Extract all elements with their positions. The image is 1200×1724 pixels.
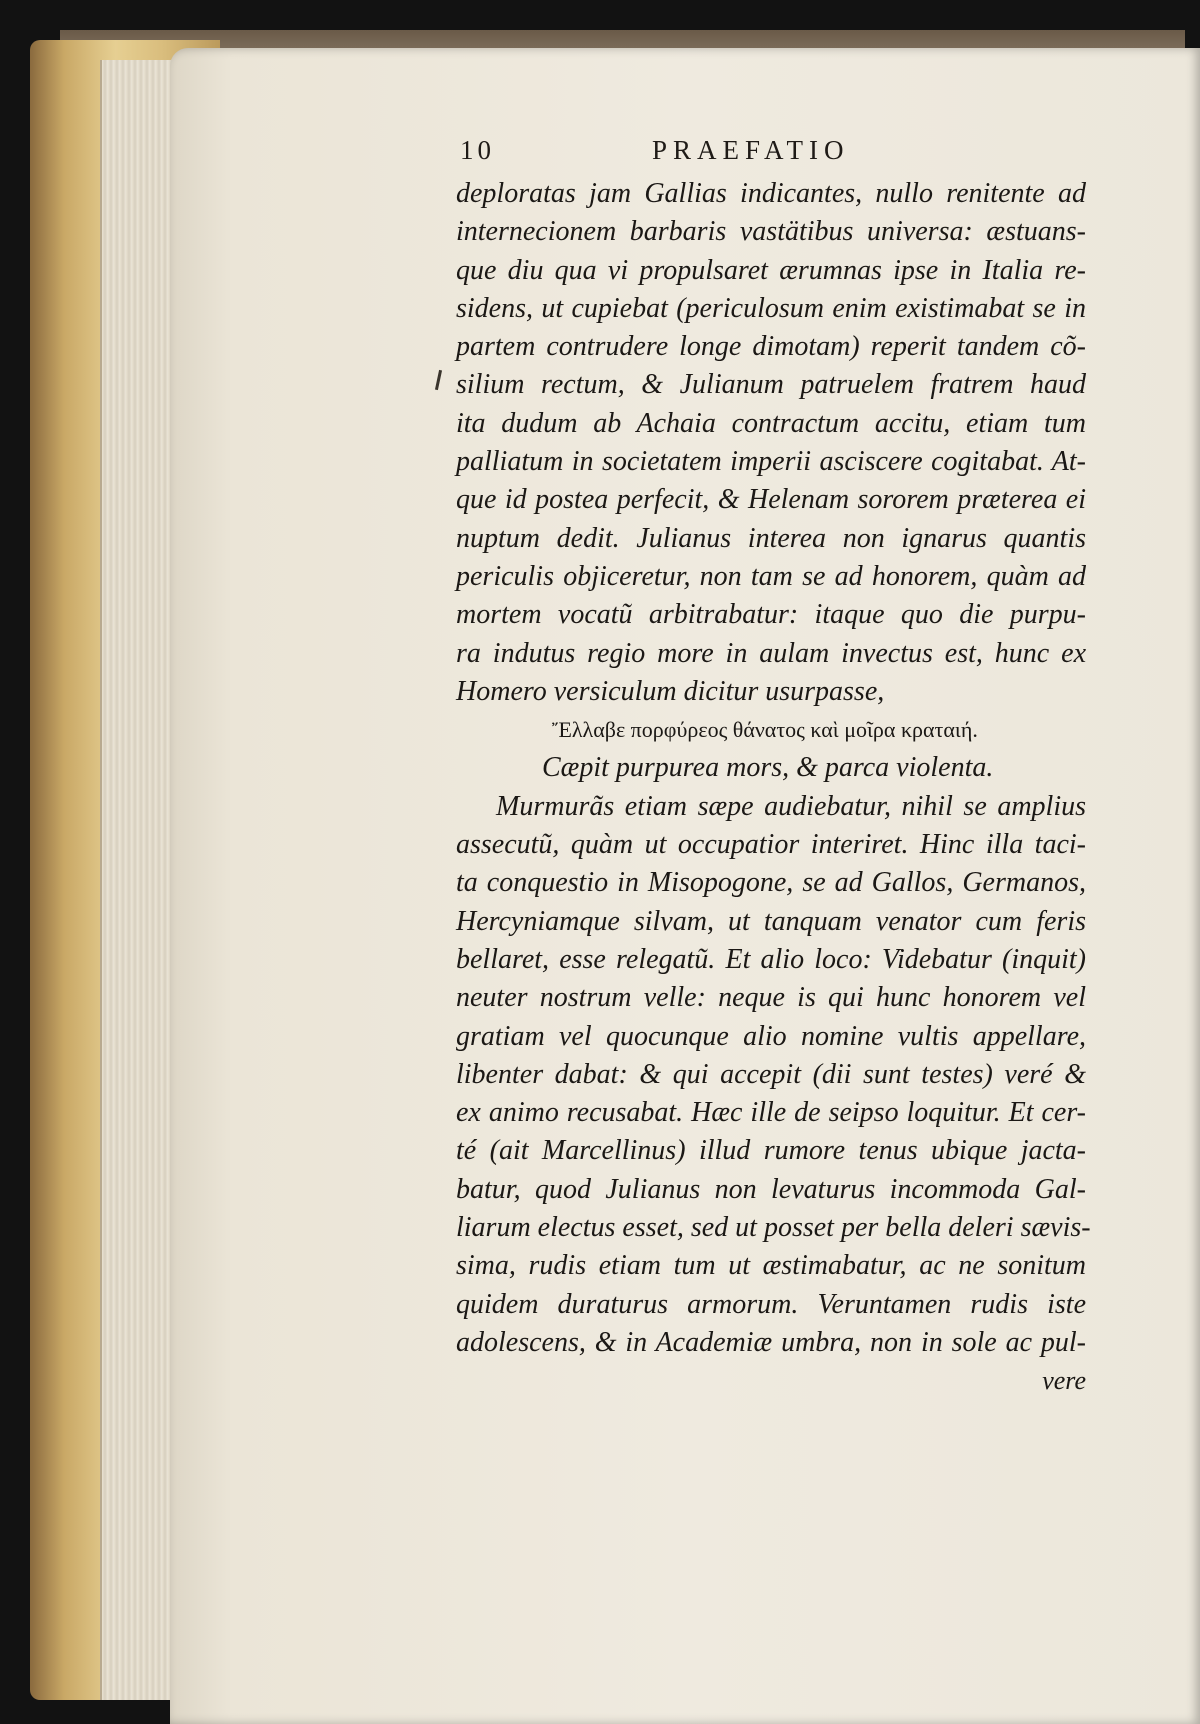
- text-line: Murmurãs etiam sæpe audiebatur, nihil se amplius: [496, 790, 1086, 822]
- text-line: libenter dabat: & qui accepit (dii sunt testes) veré &: [456, 1058, 1086, 1090]
- text-line: batur, quod Julianus non levaturus incommoda Gal-: [456, 1173, 1086, 1205]
- catchword: vere: [1042, 1366, 1086, 1396]
- text-block: [456, 135, 1091, 1401]
- text-line: silium rectum, & Julianum patruelem fratrem haud: [456, 369, 1086, 401]
- text-line: ex animo recusabat. Hæc ille de seipso loquitur. Et cer-: [456, 1097, 1086, 1129]
- text-line: adolescens, & in Academiæ umbra, non in sole ac pul-: [456, 1326, 1086, 1358]
- text-line: bellaret, esse relegatũ. Et alio loco: Videbatur (inquit): [456, 943, 1086, 975]
- text-line: gratiam vel quocunque alio nomine vultis appellare,: [456, 1020, 1086, 1052]
- text-line: palliatum in societatem imperii asciscere cogitabat. At-: [456, 446, 1086, 478]
- text-line: partem contrudere longe dimotam) reperit tandem cõ-: [456, 331, 1086, 363]
- text-line: quidem duraturus armorum. Veruntamen rudis iste: [456, 1288, 1086, 1320]
- text-line: liarum electus esset, sed ut posset per bella deleri sævis-: [456, 1212, 1091, 1244]
- page-number: 10: [460, 135, 495, 165]
- text-line: internecionem barbaris vastätibus universa: æstuans-: [456, 216, 1086, 248]
- text-line: mortem vocatũ arbitrabatur: itaque quo die purpu-: [456, 599, 1086, 631]
- greek-verse: Ἔλλαβε πορφύρεος θάνατος καὶ μοῖρα κραταιή.: [552, 717, 978, 743]
- text-line: que diu qua vi propulsaret ærumnas ipse in Italia re-: [456, 254, 1086, 286]
- text-line: ra indutus regio more in aulam invectus est, hunc ex: [456, 637, 1086, 669]
- text-line: té (ait Marcellinus) illud rumore tenus ubique jacta-: [456, 1135, 1086, 1167]
- text-line: periculis objiceretur, non tam se ad honorem, quàm ad: [456, 560, 1086, 592]
- running-head: PRAEFATIO: [652, 135, 850, 165]
- text-line: sidens, ut cupiebat (periculosum enim existimabat se in: [456, 292, 1086, 324]
- text-line: Homero versiculum dicitur usurpasse,: [456, 675, 885, 707]
- text-line: deploratas jam Gallias indicantes, nullo renitente ad: [456, 178, 1086, 209]
- text-line: Hercyniamque silvam, ut tanquam venator cum feris: [456, 905, 1086, 937]
- text-line: ita dudum ab Achaia contractum accitu, etiam tum: [456, 407, 1086, 439]
- page-header: [456, 135, 1086, 175]
- text-line: assecutũ, quàm ut occupatior interiret. Hinc illa taci-: [456, 829, 1086, 861]
- text-line: ta conquestio in Misopogone, se ad Gallos, Germanos,: [456, 867, 1086, 899]
- text-line: neuter nostrum velle: neque is qui hunc honorem vel: [456, 982, 1086, 1014]
- text-line: nuptum dedit. Julianus interea non ignarus quantis: [456, 522, 1086, 554]
- text-line: que id postea perfecit, & Helenam sororem præterea ei: [456, 484, 1086, 516]
- text-line: sima, rudis etiam tum ut æstimabatur, ac ne sonitum: [456, 1250, 1086, 1282]
- verse-translation: Cæpit purpurea mors, & parca violenta.: [542, 752, 994, 784]
